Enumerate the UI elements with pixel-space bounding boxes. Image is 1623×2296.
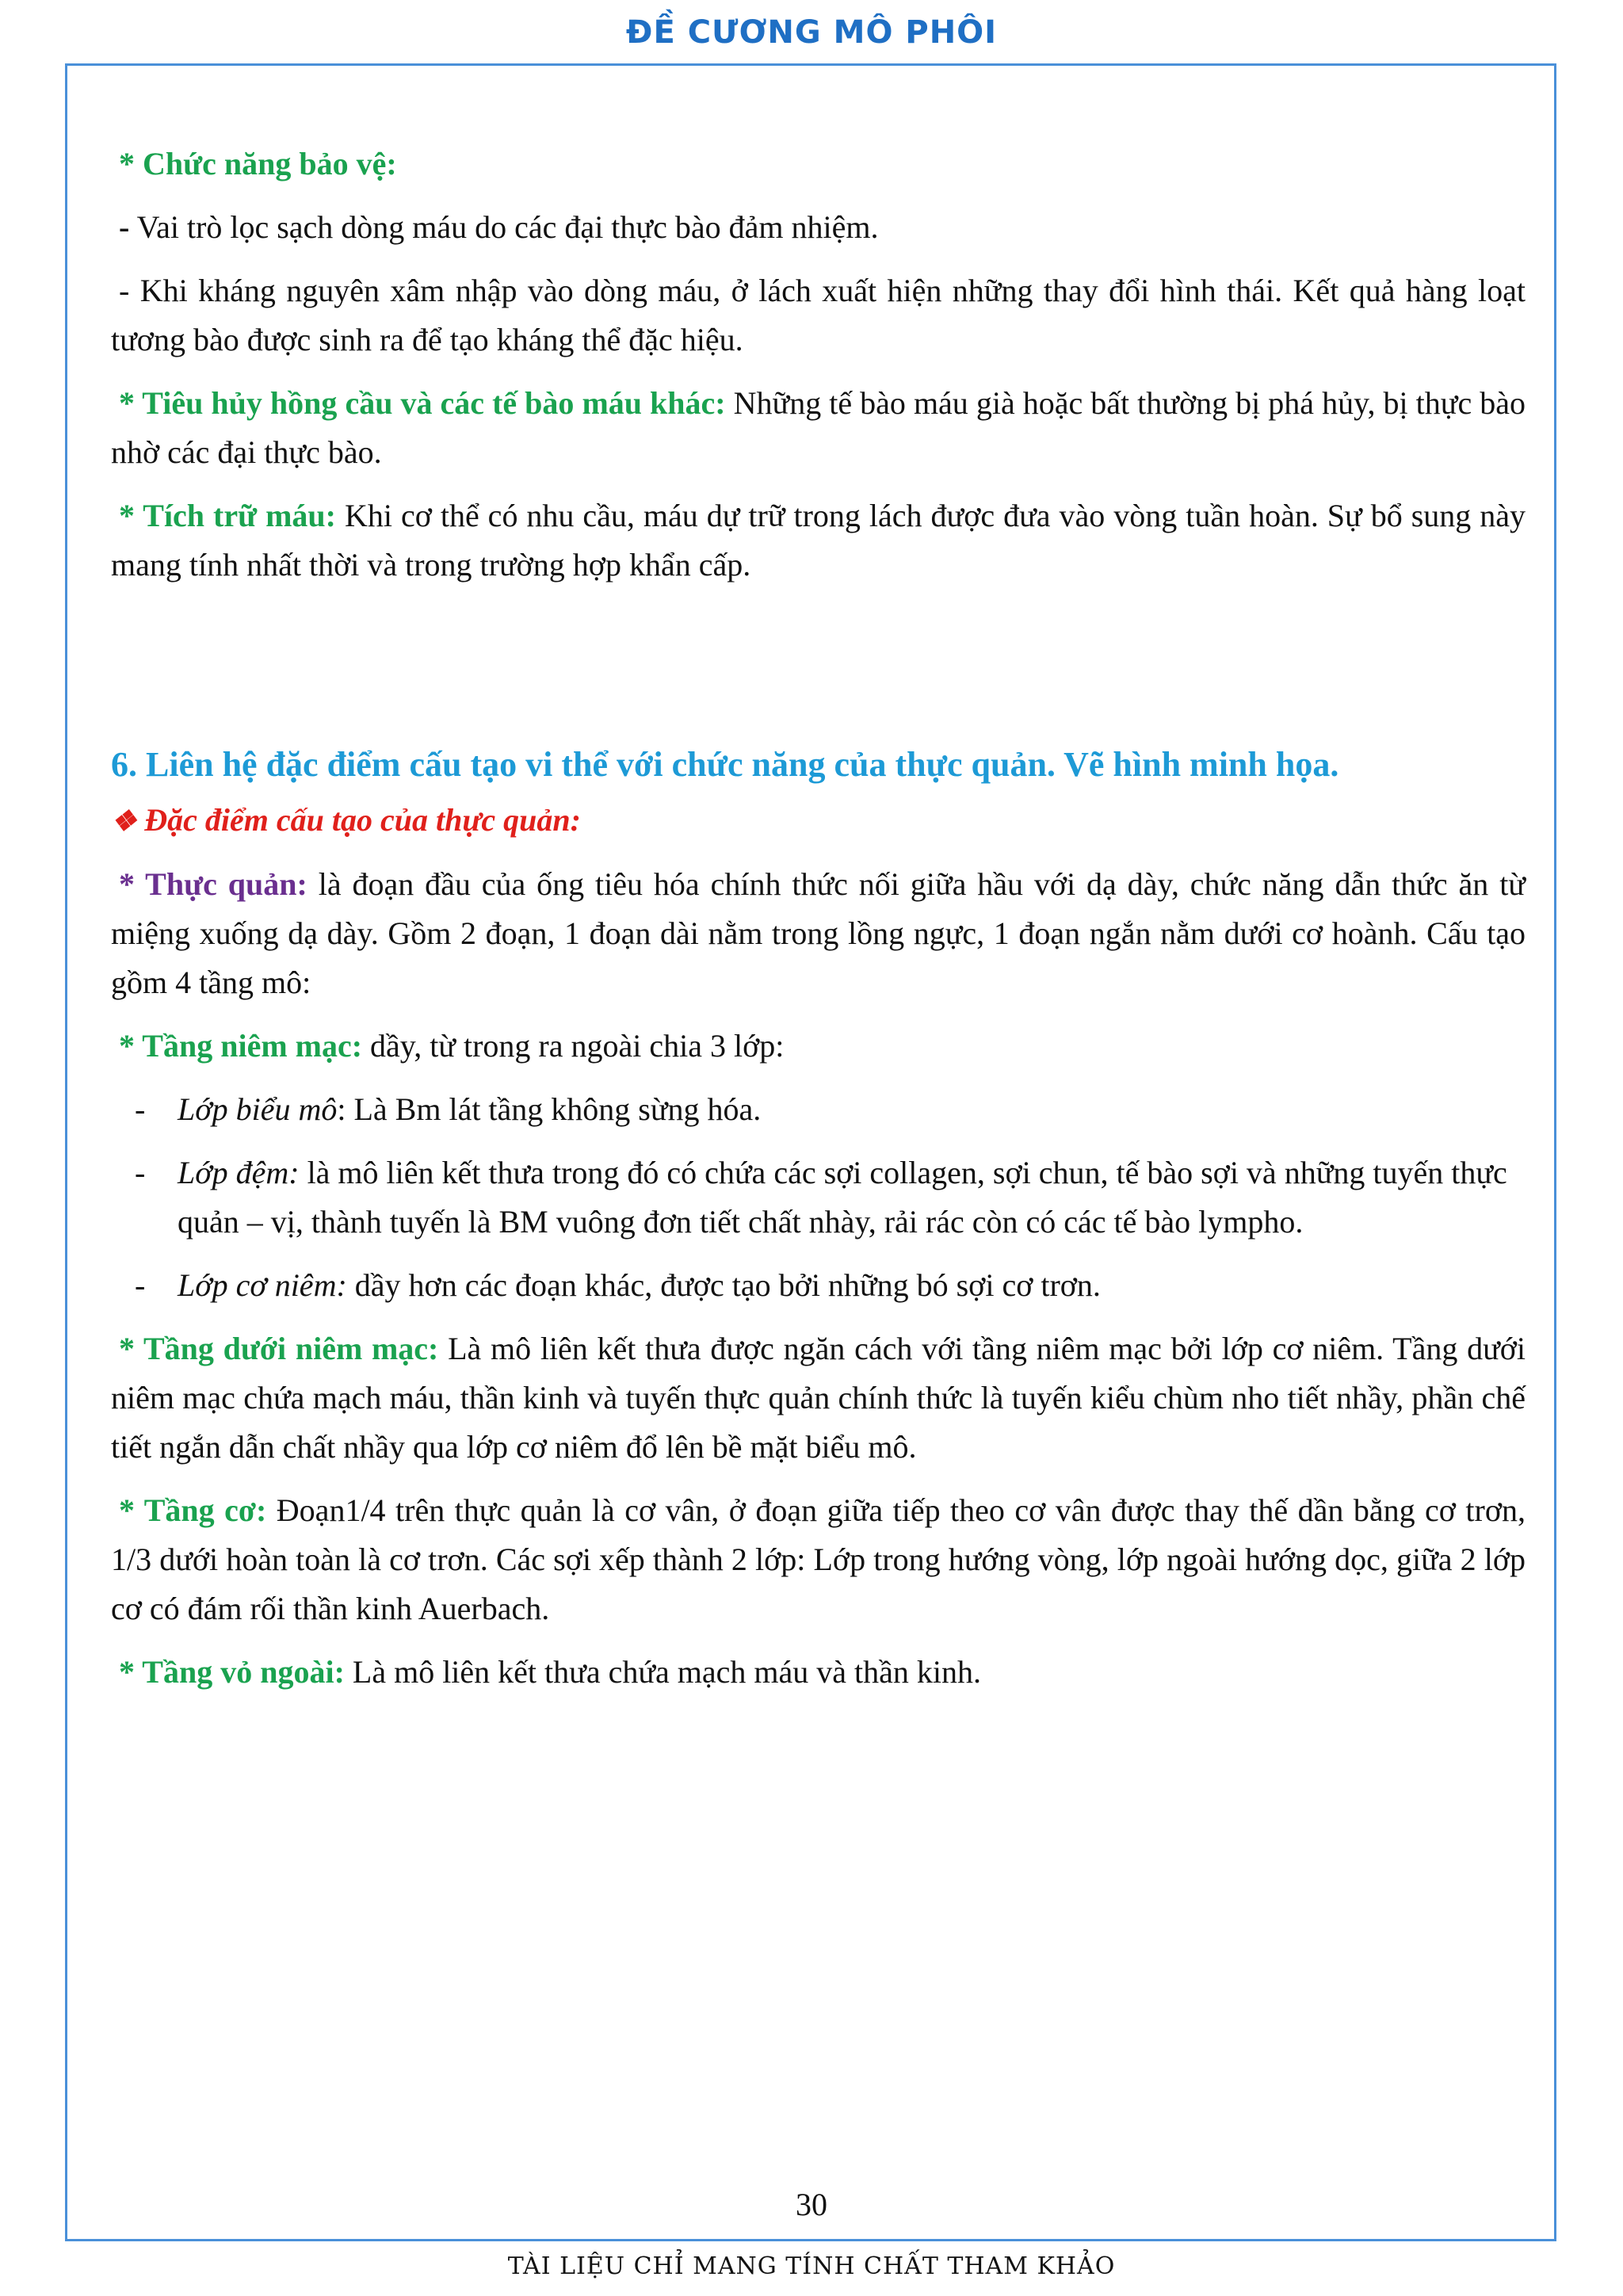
- page-number: 30: [796, 2187, 827, 2222]
- protect-heading-label: * Chức năng bảo vệ:: [119, 146, 397, 181]
- layer-desc: là mô liên kết thưa trong đó có chứa các sợi collagen, sợi chun, tế bào sợi và những tuyến thực quản – vị, thành tuyến là BM vuông đơn tiết chất nhày, rải rác còn có các tế bào lympho.: [178, 1155, 1507, 1240]
- layer-text: [178, 1085, 1526, 1134]
- layer-text: [178, 1261, 1526, 1310]
- layer-desc: dầy hơn các đoạn khác, được tạo bởi những bó sợi cơ trơn.: [346, 1267, 1101, 1303]
- protect-line-1: [111, 203, 1526, 252]
- layer-name: Lớp đệm:: [178, 1155, 300, 1190]
- protect-line-1-dash: -: [119, 209, 130, 245]
- store-paragraph: [111, 491, 1526, 590]
- layer-text: [178, 1148, 1526, 1247]
- section-gap: [111, 604, 1526, 739]
- layer-desc: : Là Bm lát tầng không sừng hóa.: [337, 1091, 762, 1127]
- submucosa-paragraph: [111, 1324, 1526, 1472]
- esophagus-label: * Thực quản:: [119, 866, 307, 902]
- page-header-title: ĐỀ CƯƠNG MÔ PHÔI: [625, 14, 998, 51]
- protect-line-1-text: Vai trò lọc sạch dòng máu do các đại thực bào đảm nhiệm.: [136, 209, 879, 245]
- protect-heading: [111, 139, 1526, 189]
- layer-dash: -: [135, 1155, 146, 1190]
- muscle-text: Đoạn1/4 trên thực quản là cơ vân, ở đoạn giữa tiếp theo cơ vân được thay thế dần bằng cơ trơn, 1/3 dưới hoàn toàn là cơ trơn. Các sợi xếp thành 2 lớp: Lớp trong hướng vòng, lớp ngoài hướng dọc, giữa 2 lớp cơ có đám rối thần kinh Auerbach.: [111, 1492, 1526, 1626]
- store-text: Khi cơ thể có nhu cầu, máu dự trữ trong lách được đưa vào vòng tuần hoàn. Sự bổ sung này mang tính nhất thời và trong trường hợp khẩn cấp.: [111, 498, 1526, 583]
- layer-item-lamina-propria: [111, 1148, 1526, 1247]
- adventitia-text: Là mô liên kết thưa chứa mạch máu và thần kinh.: [344, 1654, 981, 1690]
- destroy-paragraph: [111, 379, 1526, 477]
- muscle-label: * Tầng cơ:: [119, 1492, 267, 1528]
- layer-name: Lớp biểu mô: [178, 1091, 338, 1127]
- footer-note: TÀI LIỆU CHỈ MANG TÍNH CHẤT THAM KHẢO: [507, 2252, 1116, 2280]
- layer-item-epithelium: [111, 1085, 1526, 1134]
- store-label: * Tích trữ máu:: [119, 498, 336, 533]
- submucosa-text: Là mô liên kết thưa được ngăn cách với tầng niêm mạc bởi lớp cơ niêm. Tầng dưới niêm mạc chứa mạch máu, thần kinh và tuyến thực quản chính thức là tuyến kiểu chùm nho tiết nhầy, phần chế tiết ngắn dẫn chất nhầy qua lớp cơ niêm đổ lên bề mặt biểu mô.: [111, 1331, 1526, 1465]
- muscle-paragraph: [111, 1486, 1526, 1633]
- mucosa-paragraph: [111, 1022, 1526, 1071]
- submucosa-label: * Tầng dưới niêm mạc:: [119, 1331, 439, 1366]
- esophagus-paragraph: [111, 860, 1526, 1007]
- layer-name: Lớp cơ niêm:: [178, 1267, 347, 1303]
- adventitia-paragraph: [111, 1648, 1526, 1697]
- destroy-label: * Tiêu hủy hồng cầu và các tế bào máu khác:: [119, 385, 726, 421]
- structure-subheading: [111, 796, 1526, 846]
- esophagus-text: là đoạn đầu của ống tiêu hóa chính thức nối giữa hầu với dạ dày, chức năng dẫn thức ăn từ miệng xuống dạ dày. Gồm 2 đoạn, 1 đoạn dài nằm trong lồng ngực, 1 đoạn ngắn nằm dưới cơ hoành. Cấu tạo gồm 4 tầng mô:: [111, 866, 1526, 1000]
- diamond-bullet-icon: ❖: [111, 805, 137, 837]
- mucosa-label: * Tầng niêm mạc:: [119, 1028, 363, 1064]
- mucosa-text: dầy, từ trong ra ngoài chia 3 lớp:: [362, 1028, 785, 1064]
- destroy-text: Những tế bào máu già hoặc bất thường bị phá hủy, bị thực bào nhờ các đại thực bào.: [111, 385, 1526, 470]
- layer-dash: -: [135, 1267, 146, 1303]
- document-body: [111, 139, 1526, 1711]
- question-6-heading: 6. Liên hệ đặc điểm cấu tạo vi thể với chức năng của thực quản. Vẽ hình minh họa.: [111, 745, 1339, 784]
- layer-dash: -: [135, 1091, 146, 1127]
- protect-line-2: - Khi kháng nguyên xâm nhập vào dòng máu, ở lách xuất hiện những thay đổi hình thái. Kết quả hàng loạt tương bào được sinh ra để tạo kháng thể đặc hiệu.: [111, 273, 1526, 357]
- structure-subheading-text: Đặc điểm cấu tạo của thực quản:: [136, 802, 581, 838]
- adventitia-label: * Tầng vỏ ngoài:: [119, 1654, 345, 1690]
- layer-item-muscularis-mucosae: [111, 1261, 1526, 1310]
